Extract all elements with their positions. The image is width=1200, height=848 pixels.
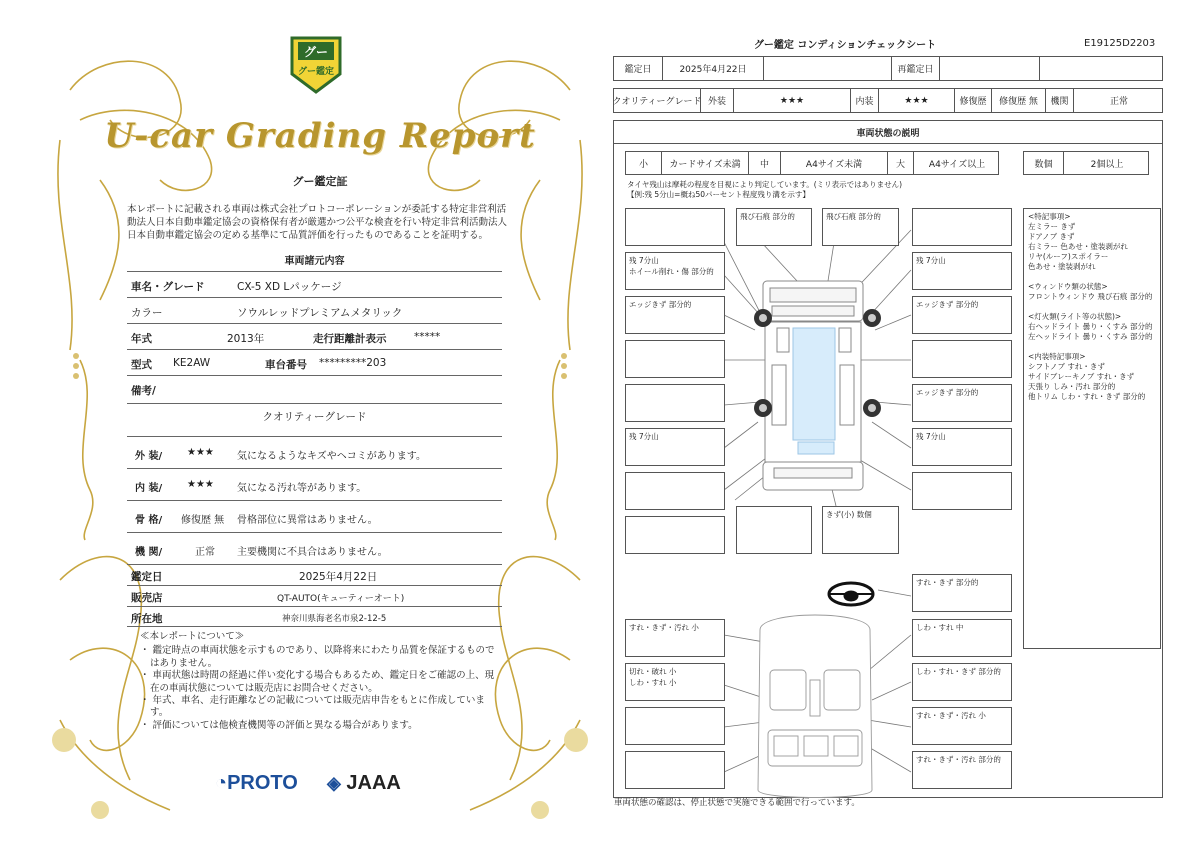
note-item: ・ 評価については他検査機関等の評価と異なる場合があります。 [140,719,418,731]
grading-certificate [40,20,600,830]
ext-value: ★★★ [734,89,851,112]
note-box-top-left [625,208,725,246]
repair-label: 修復歴 [955,89,992,112]
grade-row-interior [127,468,502,500]
grade-row-exterior [127,436,502,468]
remark-line: 天張り しみ・汚れ 部分的 [1028,382,1116,391]
count-label: 数個 [1024,152,1064,174]
lamp-notes: <灯火類(ライト等の状態)> 右ヘッドライト 曇り・くすみ 部分的 左ヘッドライト 曇り・くすみ 部分的 [1028,312,1156,342]
spec-section-title: 車両諸元内容 [284,256,345,267]
grade-section-header [127,403,502,429]
chassis-label: 車台番号 [265,359,307,371]
spec-row-remarks [127,375,502,401]
goo-appraisal-badge-icon [288,34,344,96]
remark-line: シフトノブ すれ・きず [1028,362,1105,371]
note-box-left-7 [625,516,725,554]
spec-row-color [127,297,502,323]
int-value: ★★★ [879,89,955,112]
int-label: 内装 [851,89,879,112]
interior-notes: <内装特記事項> シフトノブ すれ・きず サイドブレーキノブ すれ・きず 天張り しみ・汚れ 部分的 他トリム しわ・すれ・きず 部分的 [1028,352,1156,402]
note-box-left-front-tire: 残 7分山 ホイール削れ・傷 部分的 [625,252,725,290]
size-mid-desc: A4サイズ未満 [781,152,888,174]
frame-label: 骨 格/ [135,515,163,526]
note-box-right-edge-2: エッジきず 部分的 [912,384,1012,422]
remark-line: 右ヘッドライト 曇り・くすみ 部分的 [1028,322,1153,331]
svg-text:グー鑑定: グー鑑定 [297,67,335,77]
spec-row-name [127,271,502,297]
frame-comment: 骨格部位に異常はありません。 [237,515,378,526]
repair-value: 修復歴 無 [992,89,1046,112]
engine-value: 正常 [1109,97,1128,107]
note-item: ・ 鑑定時点の車両状態を示すものであり、以降将来にわたり品質を保証するものではありません。 [140,645,495,669]
note-box-int-right-1: しわ・すれ 中 [912,619,1012,657]
engine-value: 正常 [195,547,215,558]
size-large: 大 [888,152,914,174]
color-label: カラー [131,307,163,319]
jaaa-mark-icon: ◈ [327,773,341,793]
note-box-right-6 [912,472,1012,510]
report-notes [140,631,502,732]
appraisal-date-row [127,564,502,585]
exterior-comment: 気になるようなキズやヘコミがあります。 [237,451,426,462]
interior-comment: 気になる汚れ等があります。 [237,483,367,494]
shop-value: QT-AUTO(キューティーオート) [277,594,405,604]
note-box-right-3 [912,340,1012,378]
shop-row [127,585,502,606]
frame-value: 修復歴 無 [181,515,225,526]
address-value: 神奈川県海老名市泉2-12-5 [282,614,387,624]
note-box-int-left-2: 切れ・破れ 小 しわ・すれ 小 [625,663,725,701]
note-box-bottom-1 [736,506,812,554]
year-value: 2013年 [227,333,265,345]
sheet-title: グー鑑定 コンディションチェックシート [753,40,937,51]
remark-line: 色あせ・塗装剥がれ [1028,262,1096,271]
appraisal-date-label: 鑑定日 [131,571,163,583]
sponsor-logos [215,772,435,802]
note-box-right-edge-1: エッジきず 部分的 [912,296,1012,334]
note-box-top-windshield-1: 飛び石痕 部分的 [736,208,812,246]
size-large-desc: A4サイズ以上 [928,159,986,170]
note-box-top-windshield-2: 飛び石痕 部分的 [822,208,899,246]
note-box-int-left-4 [625,751,725,789]
remark-line: 左ヘッドライト 曇り・くすみ 部分的 [1028,332,1153,341]
exterior-stars: ★★★ [187,447,214,458]
note-box-steering: すれ・きず 部分的 [912,574,1012,612]
note-box-int-left-3 [625,707,725,745]
count-desc: 2個以上 [1090,159,1124,170]
steering-wheel-icon [829,583,873,605]
remark-line: 左ミラー きず [1028,222,1076,231]
name-label: 車名・グレード [131,281,205,293]
appraisal-date-value: 2025年4月22日 [299,571,378,583]
note-box-right-front-tire: 残 7分山 [912,252,1012,290]
interior-stars: ★★★ [187,479,214,490]
note-box-bottom-mid: きず(小) 数個 [822,506,899,554]
date-value: 2025年4月22日 [663,57,764,80]
note-box-int-right-3: すれ・きず・汚れ 小 [912,707,1012,745]
model-value: KE2AW [173,357,211,369]
address-label: 所在地 [131,613,163,625]
proto-logo: ◔PROTO [215,772,298,794]
remarks-panel [1023,208,1161,649]
certificate-body: 本レポートに記載される車両は株式会社プロトコーポレーションが委託する特定非営利活動法人日本自動車鑑定協会の資格保有者が厳選かつ公平な検査を行い特定非営利活動法人日本自動車鑑定協会の定める基準にて品質評価を行ったものであることを証明する。 [127,204,508,241]
notes-title: ≪本レポートについて≫ [140,631,245,642]
reappraisal-label: 再鑑定日 [892,57,940,80]
chassis-value: *********203 [319,357,387,369]
note-box-right-rear-tire: 残 7分山 [912,428,1012,466]
color-value: ソウルレッドプレミアムメタリック [237,307,403,319]
address-row [127,606,502,627]
report-title: U-car Grading Report [104,116,536,156]
note-box-int-right-2: しわ・すれ・きず 部分的 [912,663,1012,701]
remark-line: 右ミラー 色あせ・塗装剥がれ [1028,242,1128,251]
remark-line: フロントウィンドウ 飛び石痕 部分的 [1028,292,1153,301]
condition-check-sheet [610,30,1166,810]
jaaa-logo: ◈ JAAA [327,772,401,794]
name-value: CX-5 XD Lパッケージ [237,281,342,293]
special-notes: <特記事項> 左ミラー きず ドアノブ きず 右ミラー 色あせ・塗装剥がれ リヤ(ルーフ)スポイラー 色あせ・塗装剥がれ [1028,212,1156,272]
condition-title: 車両状態の説明 [614,121,1162,144]
note-box-int-left-1: すれ・きず・汚れ 小 [625,619,725,657]
shop-label: 販売店 [131,592,163,604]
engine-label: 機関 [1046,89,1074,112]
remark-line: リヤ(ルーフ)スポイラー [1028,252,1109,261]
grade-section-title: クオリティーグレード [262,411,367,423]
window-notes: <ウィンドウ類の状態> フロントウィンドウ 飛び石痕 部分的 [1028,282,1156,302]
remark-line: 他トリム しわ・すれ・きず 部分的 [1028,392,1146,401]
sheet-footer-note: 車両状態の確認は、停止状態で実施できる範囲で行っています。 [614,798,860,808]
car-interior-icon [758,615,872,798]
qg-label: クオリティーグレード [614,89,701,112]
note-box-left-edge: エッジきず 部分的 [625,296,725,334]
remarks-label: 備考/ [131,385,156,397]
engine-label: 機 関/ [135,547,163,558]
note-box-left-3 [625,340,725,378]
note-box-left-4 [625,384,725,422]
spec-row-year [127,323,502,349]
size-small: 小 [626,152,662,174]
mileage-label: 走行距離計表示 [313,333,387,345]
note-box-top-right [912,208,1012,246]
mileage-value: ***** [414,331,441,343]
spec-row-model [127,349,502,375]
engine-comment: 主要機関に不具合はありません。 [237,547,388,558]
tire-note: タイヤ残山は摩耗の程度を目視により判定しています。(ミリ表示ではありません) 【例:残 5分山=概ね50パーセント程度残り溝を示す】 [627,180,903,199]
certificate-subtitle: グー鑑定証 [292,175,348,188]
note-item: ・ 年式、車名、走行距離などの記載については販売店申告をもとに作成しています。 [140,695,485,719]
grade-row-frame [127,500,502,532]
sheet-code: E19125D2203 [1084,38,1156,49]
size-mid: 中 [749,152,781,174]
svg-text:グー: グー [303,45,329,59]
date-label: 鑑定日 [614,57,663,80]
ext-label: 外装 [701,89,734,112]
year-label: 年式 [131,333,152,345]
proto-mark-icon: ◔ [215,772,228,794]
note-box-left-6 [625,472,725,510]
model-label: 型式 [131,359,152,371]
remark-line: サイドブレーキノブ すれ・きず [1028,372,1135,381]
car-exterior-icon [763,281,863,490]
note-box-int-right-4: すれ・きず・汚れ 部分的 [912,751,1012,789]
grade-row-engine [127,532,502,564]
size-small-desc: カードサイズ未満 [662,152,749,174]
note-item: ・ 車両状態は時間の経過に伴い変化する場合もあるため、鑑定日をご確認の上、現在の車両状態については販売店にお問合せください。 [140,670,495,694]
exterior-label: 外 装/ [135,451,163,462]
note-box-left-rear-tire: 残 7分山 [625,428,725,466]
interior-label: 内 装/ [135,483,163,494]
remark-line: ドアノブ きず [1028,232,1075,241]
